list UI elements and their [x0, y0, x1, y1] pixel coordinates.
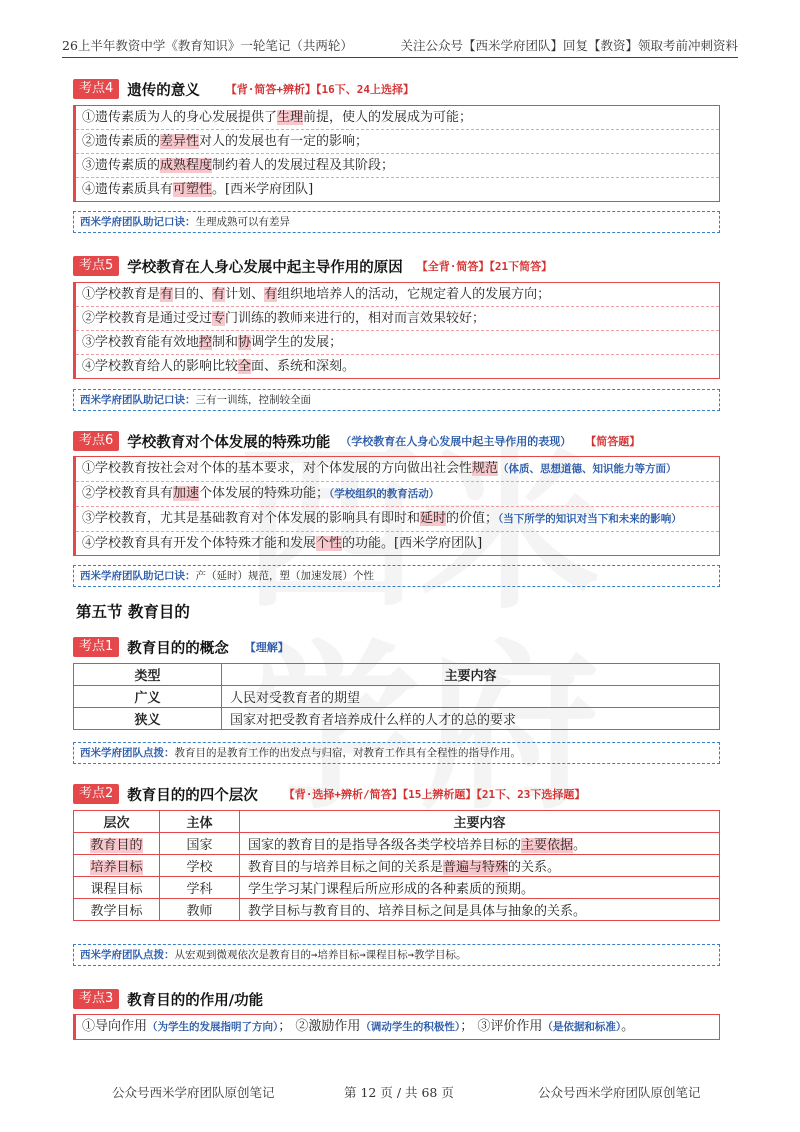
footer-right: 公众号西米学府团队原创笔记 [538, 1085, 701, 1100]
kd6-title: 学校教育对个体发展的特殊功能 [127, 434, 331, 451]
kd6-line-4: ④学校教育具有开发个体特殊才能和发展个性的功能。[西米学府团队] [82, 536, 483, 551]
section-title: 第五节 教育目的 [76, 603, 190, 621]
kd5-line-2: ②学校教育是通过受过专门训练的教师来进行的，相对而言效果较好； [76, 307, 719, 331]
kd6-memo: 西米学府团队助记口诀：产（延时）规范，塑（加速发展）个性 [73, 565, 720, 587]
kd6-box [73, 456, 720, 556]
kd1-memo: 西米学府团队点拨：教育目的是教育工作的出发点与归宿，对教育工作具有全程性的指导作用。 [73, 742, 720, 764]
kd3-heading [73, 988, 720, 1010]
kd5-line-3: ③学校教育能有效地控制和协调学生的发展； [76, 331, 719, 355]
kd1-tag: 考点1 [73, 637, 119, 657]
kd5-line-1: ①学校教育是有目的、有计划、有组织地培养人的活动，它规定着人的发展方向； [76, 283, 719, 307]
table-row: 教学目标 教师 教学目标与教育目的、培养目标之间是具体与抽象的关系。 [74, 899, 720, 921]
kd2-title: 教育目的的四个层次 [127, 787, 258, 804]
kd2-tags: 【背·选择+辨析/简答】【15上辨析题】【21下、23下选择题】 [283, 788, 586, 801]
page-header [62, 36, 738, 58]
kd2-memo: 西米学府团队点拨：从宏观到微观依次是教育目的→培养目标→课程目标→教学目标。 [73, 944, 720, 966]
kd2-table [73, 810, 720, 921]
kd5-title: 学校教育在人身心发展中起主导作用的原因 [127, 259, 403, 276]
footer-left: 公众号西米学府团队原创笔记 [112, 1085, 275, 1100]
kd4-title: 遗传的意义 [127, 82, 200, 99]
kd3-line: ①导向作用（为学生的发展指明了方向）； ②激励作用（调动学生的积极性）； ③评价作用（是依据和标准）。 [82, 1019, 635, 1034]
kd4-line-4: ④遗传素质具有可塑性。[西米学府团队] [82, 182, 314, 197]
table-header-row: 类型 主要内容 [74, 664, 720, 686]
header-left: 26上半年教资中学《教育知识》一轮笔记（共两轮） [62, 38, 353, 53]
kd4-line-3: ③遗传素质的成熟程度制约着人的发展过程及其阶段； [76, 154, 719, 178]
kd1-tags: 【理解】 [244, 641, 289, 654]
kd4-tag: 考点4 [73, 79, 119, 99]
kd5-line-4: ④学校教育给人的影响比较全面、系统和深刻。 [82, 359, 356, 374]
table-header-row: 层次 主体 主要内容 [74, 811, 720, 833]
kd1-table [73, 663, 720, 730]
kd4-line-2: ②遗传素质的差异性对人的发展也有一定的影响； [76, 130, 719, 154]
kd2-heading [73, 783, 720, 805]
kd4-line-1: ①遗传素质为人的身心发展提供了生理前提，使人的发展成为可能； [76, 106, 719, 130]
table-row: 培养目标 学校 教育目的与培养目标之间的关系是普遍与特殊的关系。 [74, 855, 720, 877]
header-right: 关注公众号【西米学府团队】回复【教资】领取考前冲刺资料 [400, 38, 738, 53]
kd4-heading [73, 78, 720, 100]
kd6-line-1: ①学校教育按社会对个体的基本要求，对个体发展的方向做出社会性规范（体质、思想道德、知识能力等方面） [76, 457, 719, 482]
kd5-memo: 西米学府团队助记口诀：三有一训练，控制较全面 [73, 389, 720, 411]
kd6-heading [73, 430, 720, 452]
kd5-heading [73, 255, 720, 277]
kd6-line-2: ②学校教育具有加速个体发展的特殊功能；（学校组织的教育活动） [76, 482, 719, 507]
kd4-memo: 西米学府团队助记口诀：生理成熟可以有差异 [73, 211, 720, 233]
kd5-tags: 【全背·简答】【21下简答】 [416, 260, 553, 273]
kd2-tag: 考点2 [73, 784, 119, 804]
kd1-title: 教育目的的概念 [127, 640, 229, 657]
kd6-line-3: ③学校教育，尤其是基础教育对个体发展的影响具有即时和延时的价值；（当下所学的知识对当下和未来的影响） [76, 507, 719, 532]
table-row: 课程目标 学科 学生学习某门课程后所应形成的各种素质的预期。 [74, 877, 720, 899]
kd1-heading [73, 636, 720, 658]
table-row: 广义 人民对受教育者的期望 [74, 686, 720, 708]
kd6-sub: （学校教育在人身心发展中起主导作用的表现） [340, 435, 572, 448]
kd6-tag: 考点6 [73, 431, 119, 451]
kd4-tags: 【背·简答+辨析】【16下、24上选择】 [225, 83, 415, 96]
table-row: 教育目的 国家 国家的教育目的是指导各级各类学校培养目标的主要依据。 [74, 833, 720, 855]
page-number: 第 12 页 / 共 68 页 [344, 1085, 454, 1100]
kd4-box [73, 105, 720, 202]
table-row: 狭义 国家对把受教育者培养成什么样的人才的总的要求 [74, 708, 720, 730]
kd3-box [73, 1014, 720, 1040]
kd5-box [73, 282, 720, 379]
kd6-tags: 【简答题】 [585, 435, 641, 448]
kd3-title: 教育目的的作用/功能 [127, 992, 264, 1009]
kd5-tag: 考点5 [73, 256, 119, 276]
kd3-tag: 考点3 [73, 989, 119, 1009]
